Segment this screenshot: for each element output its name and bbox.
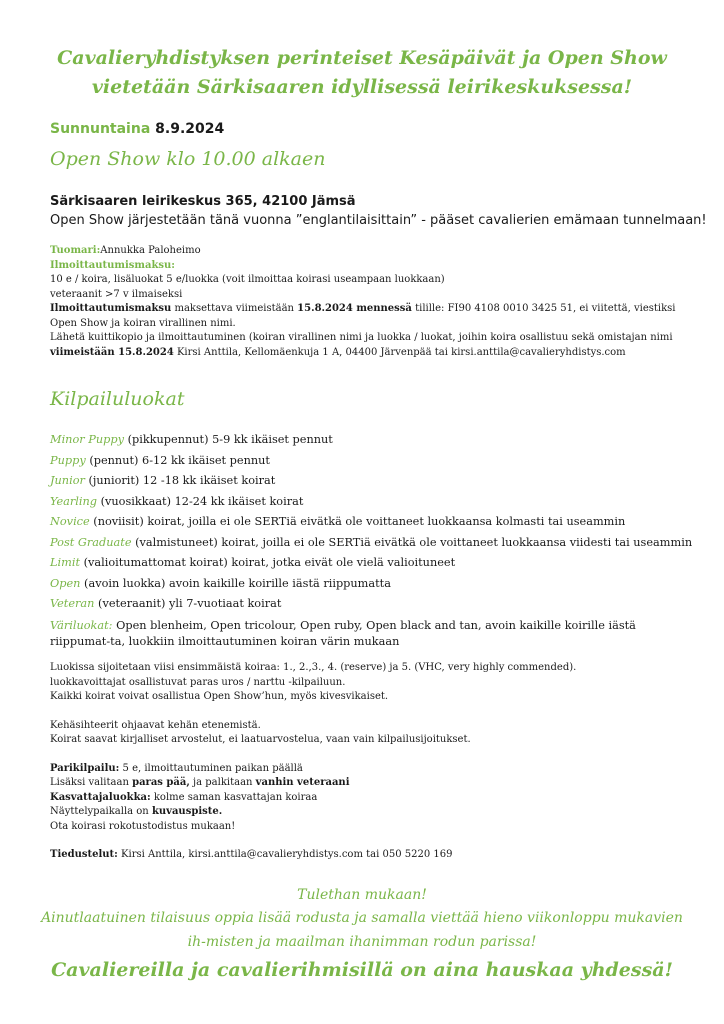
footer-welcome: Tulethan mukaan! [297, 887, 427, 903]
extra-text-1: Lisäksi valitaan [50, 777, 133, 788]
class-desc: Open blenheim, Open tricolour, Open ruby, Open black and tan, avoin kaikille koirille iästä riippumat-ta, luokkiin ilmoittautuminen koiran värin mukaan [50, 618, 636, 648]
class-desc: (avoin luokka) avoin kaikille koirille iästä riippumatta [80, 576, 391, 590]
payment-text-2: tilille: FI90 4108 0010 3425 51, ei viitettä, viestiksi [411, 303, 676, 314]
send-deadline: viimeistään 15.8.2024 [50, 346, 174, 358]
class-row [50, 430, 690, 451]
class-name: Väriluokat: [50, 618, 113, 632]
breeder-label: Kasvattajaluokka: [50, 791, 151, 803]
class-desc: (valioitumattomat koirat) koirat, jotka eivät ole vielä valioituneet [79, 556, 456, 569]
payment-label: Ilmoittautumismaksu [50, 303, 172, 314]
classes-list [50, 430, 693, 650]
judge-label: Tuomari: [50, 245, 101, 256]
headline [0, 44, 724, 102]
contact-line [50, 848, 690, 863]
class-row [50, 574, 690, 595]
judge-name: Annukka Paloheimo [100, 245, 201, 256]
class-desc: (vuosikkaat) 12-24 kk ikäiset koirat [97, 494, 304, 508]
send-line-1: Lähetä kuittikopio ja ilmoittautuminen (koiran virallinen nimi ja luokka / luokat, joihin koira osallistuu sekä omistajan nimi [50, 332, 673, 343]
footer-closing: Cavaliereilla ja cavalierihmisillä on aina hauskaa yhdessä! [51, 959, 673, 981]
rules-block [50, 661, 690, 863]
extra-text-2: ja palkitaan [189, 777, 256, 788]
classes-heading: Kilpailuluokat [50, 388, 185, 410]
contact-label: Tiedustelut: [50, 849, 118, 860]
photo-point: kuvauspiste. [151, 806, 223, 817]
class-row [50, 492, 690, 513]
class-row [50, 618, 690, 650]
fee-label: Ilmoittautumismaksu: [50, 259, 175, 271]
payment-text-1: maksettava viimeistään [171, 303, 298, 314]
class-row [50, 553, 690, 574]
class-name: Yearling [50, 494, 98, 508]
footer-invite: Ainutlaatuinen tilaisuus oppia lisää rodusta ja samalla viettää hieno viikonloppu mukavien ih-misten ja maailman ihanimman rodun parissa! [41, 910, 683, 950]
photo-text: Näyttelypaikalla on [50, 806, 152, 817]
extra-line [50, 776, 690, 791]
footer [0, 884, 724, 986]
placing-line-2: luokkavoittajat osallistuvat paras uros / narttu -kilpailuun. [50, 676, 346, 688]
venue-block [50, 192, 707, 230]
venue-tagline: Open Show järjestetään tänä vuonna ”englantilaisittain” - pääset cavalierien emämaan tunnelmaan! [50, 213, 707, 228]
spacer [50, 748, 690, 762]
vaccination-line: Ota koirasi rokotustodistus mukaan! [50, 820, 236, 832]
class-desc: (valmistuneet) koirat, joilla ei ole SERTiä eivätkä ole voittaneet luokkaansa viidesti tai useammin [131, 535, 693, 549]
class-desc: (noviisit) koirat, joilla ei ole SERTiä eivätkä ole voittaneet luokkaansa kolmasti tai useammin [89, 515, 626, 528]
photo-line [50, 805, 690, 820]
fee-line-2: veteraanit >7 v ilmaiseksi [50, 288, 183, 300]
class-row [50, 471, 690, 492]
class-desc: (pennut) 6-12 kk ikäiset pennut [85, 453, 270, 467]
pair-label: Parikilpailu: [50, 762, 120, 774]
class-name: Limit [50, 556, 80, 569]
pair-line [50, 762, 690, 777]
best-head: paras pää, [132, 777, 190, 788]
payment-deadline: 15.8.2024 mennessä [297, 303, 412, 314]
class-row [50, 512, 690, 533]
date-value: 8.9.2024 [155, 121, 225, 137]
send-line-2 [50, 346, 690, 361]
ring-line-2: Koirat saavat kirjalliset arvostelut, ei laatuarvostelua, vaan vain kilpailusijoitukset. [50, 734, 471, 745]
spacer [50, 705, 690, 719]
date-line [50, 121, 224, 137]
oldest-veteran: vanhin veteraani [255, 777, 350, 788]
info-block [50, 244, 690, 360]
class-name: Novice [50, 515, 90, 528]
judge-line [50, 244, 690, 259]
class-row [50, 451, 690, 472]
class-desc: (juniorit) 12 -18 kk ikäiset koirat [84, 474, 276, 487]
class-name: Minor Puppy [50, 433, 124, 446]
pair-text: 5 e, ilmoittautuminen paikan päällä [119, 762, 303, 774]
placing-line-3: Kaikki koirat voivat osallistua Open Show’hun, myös kivesvikaiset. [50, 691, 389, 702]
day-label: Sunnuntaina [50, 121, 151, 137]
payment-line-2: Open Show ja koiran virallinen nimi. [50, 317, 236, 329]
class-row [50, 594, 690, 615]
payment-line [50, 302, 690, 317]
class-name: Puppy [50, 453, 86, 467]
class-desc: (veteraanit) yli 7-vuotiaat koirat [94, 597, 282, 610]
venue-address: Särkisaaren leirikeskus 365, 42100 Jämsä [50, 194, 356, 209]
class-name: Post Graduate [50, 535, 132, 549]
fee-line-1: 10 e / koira, lisäluokat 5 e/luokka (voit ilmoittaa koirasi useampaan luokkaan) [50, 274, 445, 285]
headline-line-1: Cavalieryhdistyksen perinteiset Kesäpäivät ja Open Show [57, 47, 667, 69]
class-name: Open [50, 576, 81, 590]
breeder-line [50, 791, 690, 806]
send-address: Kirsi Anttila, Kellomäenkuja 1 A, 04400 Järvenpää tai kirsi.anttila@cavalieryhdistys.com [173, 346, 626, 358]
class-desc: (pikkupennut) 5-9 kk ikäiset pennut [123, 433, 333, 446]
class-name: Veteran [50, 597, 95, 610]
breeder-text: kolme saman kasvattajan koiraa [150, 791, 318, 803]
contact-text: Kirsi Anttila, kirsi.anttila@cavalieryhdistys.com tai 050 5220 169 [117, 849, 453, 860]
placing-line-1: Luokissa sijoitetaan viisi ensimmäistä koiraa: 1., 2.,3., 4. (reserve) ja 5. (VHC, very highly commended). [50, 662, 577, 673]
class-row [50, 533, 693, 554]
spacer [50, 834, 690, 848]
headline-line-2: vietetään Särkisaaren idyllisessä leirikeskuksessa! [91, 76, 633, 98]
class-name: Junior [50, 474, 85, 487]
open-show-time: Open Show klo 10.00 alkaen [50, 148, 326, 170]
ring-line-1: Kehäsihteerit ohjaavat kehän etenemistä. [50, 719, 261, 731]
